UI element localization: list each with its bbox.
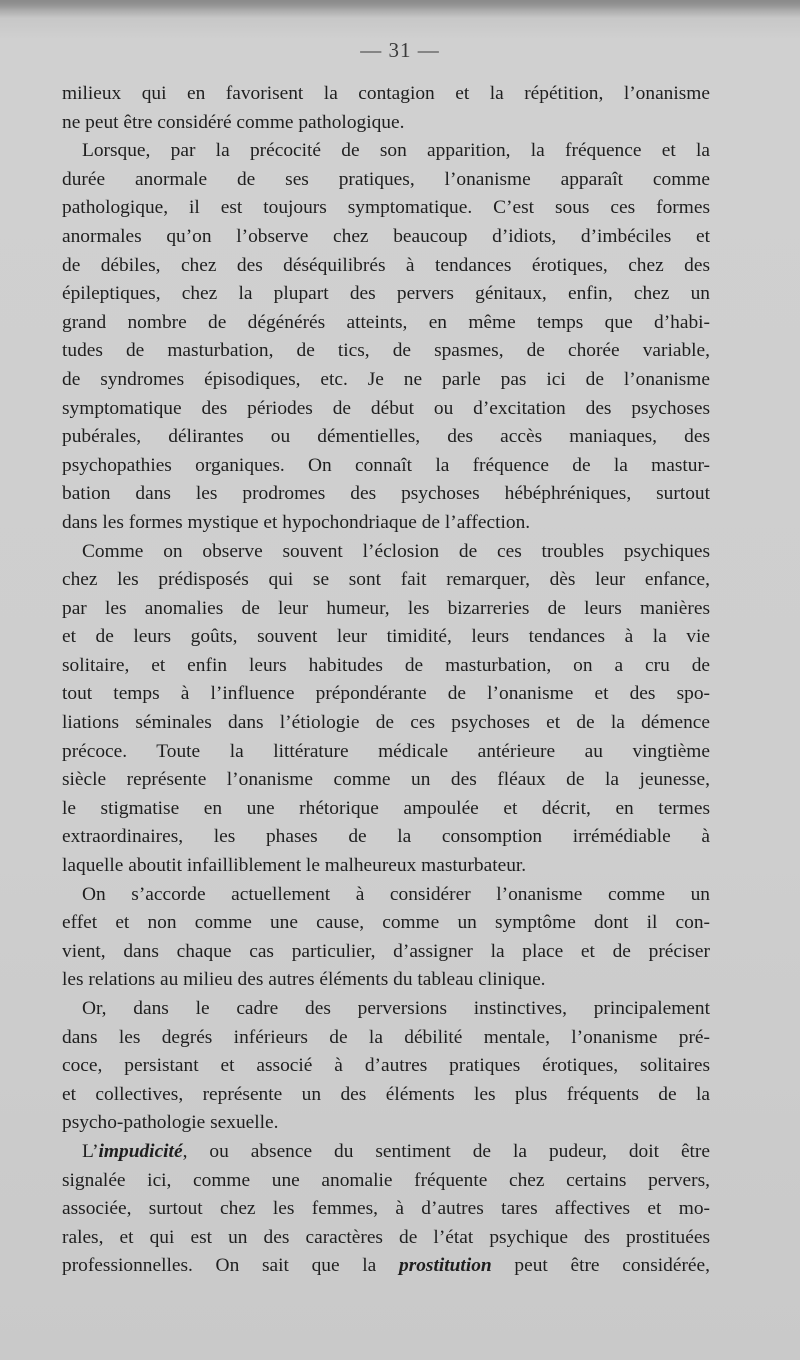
text-line: bation dans les prodromes des psychoses hébéphréniques, surtout xyxy=(62,483,710,505)
text-line: psycho-pathologie sexuelle. xyxy=(62,1112,279,1134)
text-line: L’impudicité, ou absence du sentiment de la pudeur, doit être xyxy=(82,1140,710,1162)
text-line: milieux qui en favorisent la contagion et la répétition, l’onanisme xyxy=(62,83,710,104)
text-line: Lorsque, par la précocité de son apparition, la fréquence et la xyxy=(82,140,710,162)
text-line: extraordinaires, les phases de la consomption irrémédiable à xyxy=(62,826,710,848)
text-line: dans les formes mystique et hypochondriaque de l’affection. xyxy=(62,511,531,533)
text-line: de débiles, chez des déséquilibrés à tendances érotiques, chez des xyxy=(62,254,710,276)
text-line: siècle représente l’onanisme comme un des fléaux de la jeunesse, xyxy=(62,769,710,791)
text-line: par les anomalies de leur humeur, les bizarreries de leurs manières xyxy=(62,597,710,619)
text-line: ne peut être considéré comme pathologique. xyxy=(62,111,405,133)
text-line: Or, dans le cadre des perversions instinctives, principalement xyxy=(82,998,710,1019)
text-line: vient, dans chaque cas particulier, d’assigner la place et de préciser xyxy=(62,940,710,962)
text-line: pathologique, il est toujours symptomatique. C’est sous ces formes xyxy=(62,197,710,219)
text-line: durée anormale de ses pratiques, l’onanisme apparaît comme xyxy=(62,168,710,190)
text-line: les relations au milieu des autres éléments du tableau clinique. xyxy=(62,969,546,991)
text-line: effet et non comme une cause, comme un symptôme dont il con- xyxy=(62,912,710,934)
text-line: pubérales, délirantes ou démentielles, des accès maniaques, des xyxy=(62,426,710,448)
text-line: rales, et qui est un des caractères de l’état psychique des prostituées xyxy=(62,1226,710,1248)
text-line: dans les degrés inférieurs de la débilité mentale, l’onanisme pré- xyxy=(62,1026,710,1048)
text-line: précoce. Toute la littérature médicale antérieure au vingtième xyxy=(62,740,710,762)
text-line: et collectives, représente un des éléments les plus fréquents de la xyxy=(62,1083,710,1105)
text-line: et de leurs goûts, souvent leur timidité, leurs tendances à la vie xyxy=(62,626,710,648)
text-line: associée, surtout chez les femmes, à d’autres tares affectives et mo- xyxy=(62,1198,710,1220)
page-top-shadow xyxy=(0,0,800,18)
text-line: de syndromes épisodiques, etc. Je ne parle pas ici de l’onanisme xyxy=(62,368,710,390)
text-line: coce, persistant et associé à d’autres pratiques érotiques, solitaires xyxy=(62,1055,710,1077)
text-line: On s’accorde actuellement à considérer l’onanisme comme un xyxy=(82,883,710,905)
text-line: solitaire, et enfin leurs habitudes de masturbation, on a cru de xyxy=(62,654,710,676)
text-line: tout temps à l’influence prépondérante de l’onanisme et des spo- xyxy=(62,683,710,705)
body-text xyxy=(62,80,710,1281)
text-line: laquelle aboutit infailliblement le malheureux masturbateur. xyxy=(62,855,527,877)
text-line: épileptiques, chez la plupart des pervers génitaux, enfin, chez un xyxy=(62,283,710,305)
text-line: signalée ici, comme une anomalie fréquente chez certains pervers, xyxy=(62,1169,710,1191)
text-line: symptomatique des périodes de début ou d’excitation des psychoses xyxy=(62,397,710,419)
page-number: — 31 — xyxy=(360,38,440,62)
text-line: liations séminales dans l’étiologie de ces psychoses et de la démence xyxy=(62,712,710,734)
text-line: grand nombre de dégénérés atteints, en même temps que d’habi- xyxy=(62,311,710,333)
text-line: Comme on observe souvent l’éclosion de ces troubles psychiques xyxy=(82,540,710,562)
text-line: tudes de masturbation, de tics, de spasmes, de chorée variable, xyxy=(62,340,710,362)
text-line: psychopathies organiques. On connaît la fréquence de la mastur- xyxy=(62,454,710,476)
text-line: chez les prédisposés qui se sont fait remarquer, dès leur enfance, xyxy=(62,569,710,591)
text-line: professionnelles. On sait que la prostitution peut être considérée, xyxy=(62,1255,710,1277)
text-line: anormales qu’on l’observe chez beaucoup d’idiots, d’imbéciles et xyxy=(62,225,710,247)
text-line: le stigmatise en une rhétorique ampoulée et décrit, en termes xyxy=(62,797,710,819)
